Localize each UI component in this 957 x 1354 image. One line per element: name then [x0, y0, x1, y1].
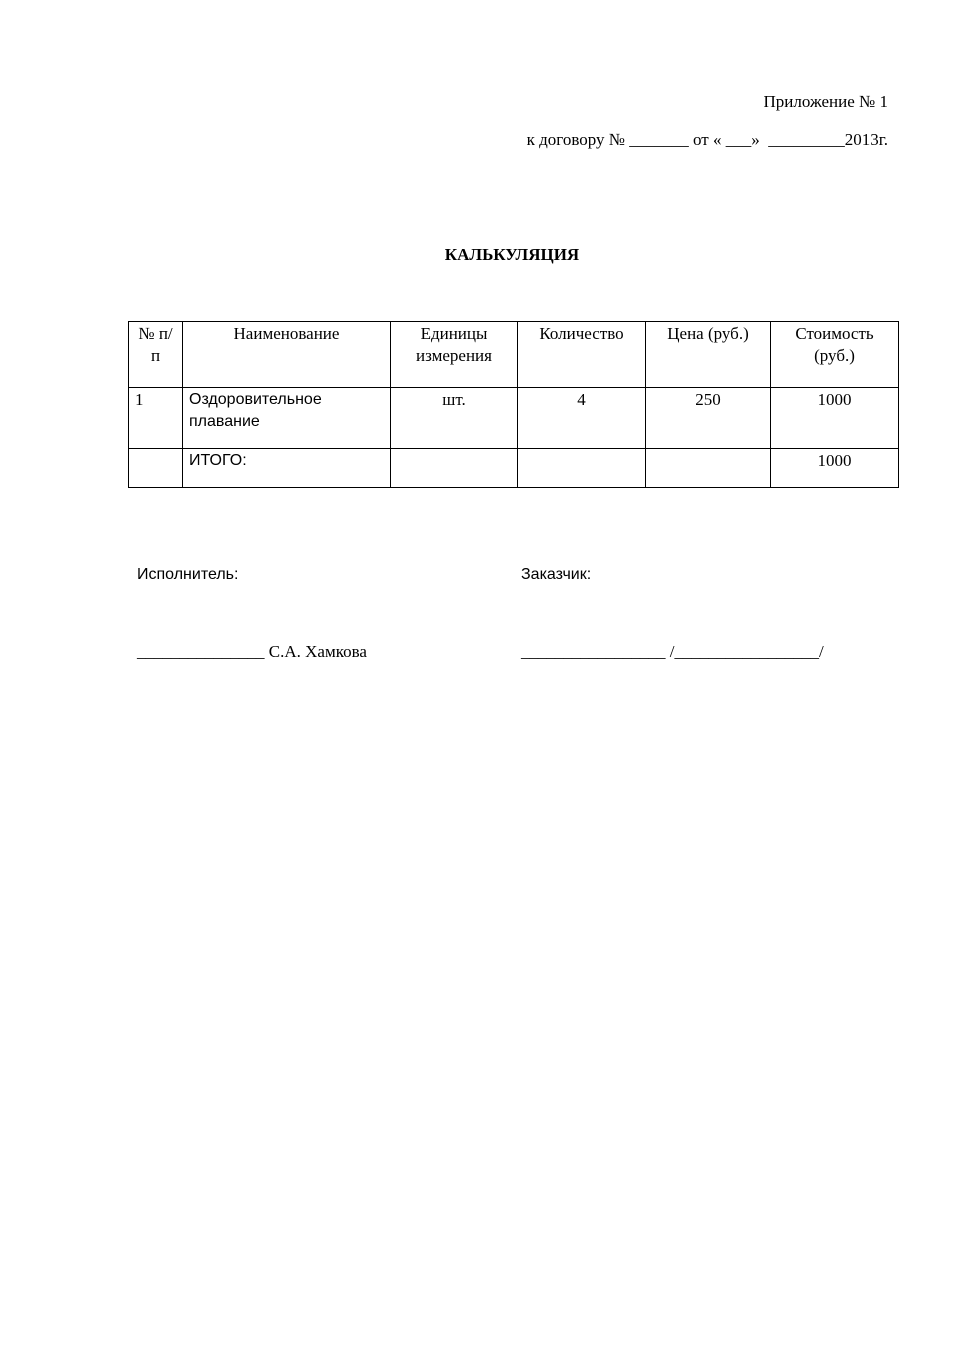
- cell-name: Оздоровительное плавание: [183, 388, 391, 449]
- cell-qty: 4: [518, 388, 646, 449]
- executor-signature-line: _______________ С.А. Хамкова: [137, 642, 367, 661]
- cell-num: 1: [129, 388, 183, 449]
- cell-cost: 1000: [771, 388, 899, 449]
- calculation-table: [128, 321, 899, 488]
- column-header-num: № п/п: [129, 322, 183, 388]
- table-header-row: [129, 322, 899, 388]
- column-header-price: Цена (руб.): [646, 322, 771, 388]
- table-row: [129, 388, 899, 449]
- cell-unit: шт.: [391, 388, 518, 449]
- cell-empty: [129, 449, 183, 488]
- appendix-title: Приложение № 1: [763, 92, 888, 111]
- executor-label: Исполнитель:: [137, 566, 239, 583]
- cell-empty: [646, 449, 771, 488]
- total-label: ИТОГО:: [183, 449, 391, 488]
- customer-label: Заказчик:: [521, 566, 592, 583]
- customer-signature-line: _________________ /_________________/: [521, 642, 824, 661]
- document-title: КАЛЬКУЛЯЦИЯ: [444, 245, 580, 264]
- column-header-cost: Стоимость (руб.): [771, 322, 899, 388]
- cell-empty: [391, 449, 518, 488]
- column-header-qty: Количество: [518, 322, 646, 388]
- total-cost: 1000: [771, 449, 899, 488]
- cell-price: 250: [646, 388, 771, 449]
- cell-empty: [518, 449, 646, 488]
- column-header-unit: Единицы измерения: [391, 322, 518, 388]
- contract-reference: к договору № _______ от « ___» _________2013г.: [526, 130, 888, 149]
- column-header-name: Наименование: [183, 322, 391, 388]
- total-row: [129, 449, 899, 488]
